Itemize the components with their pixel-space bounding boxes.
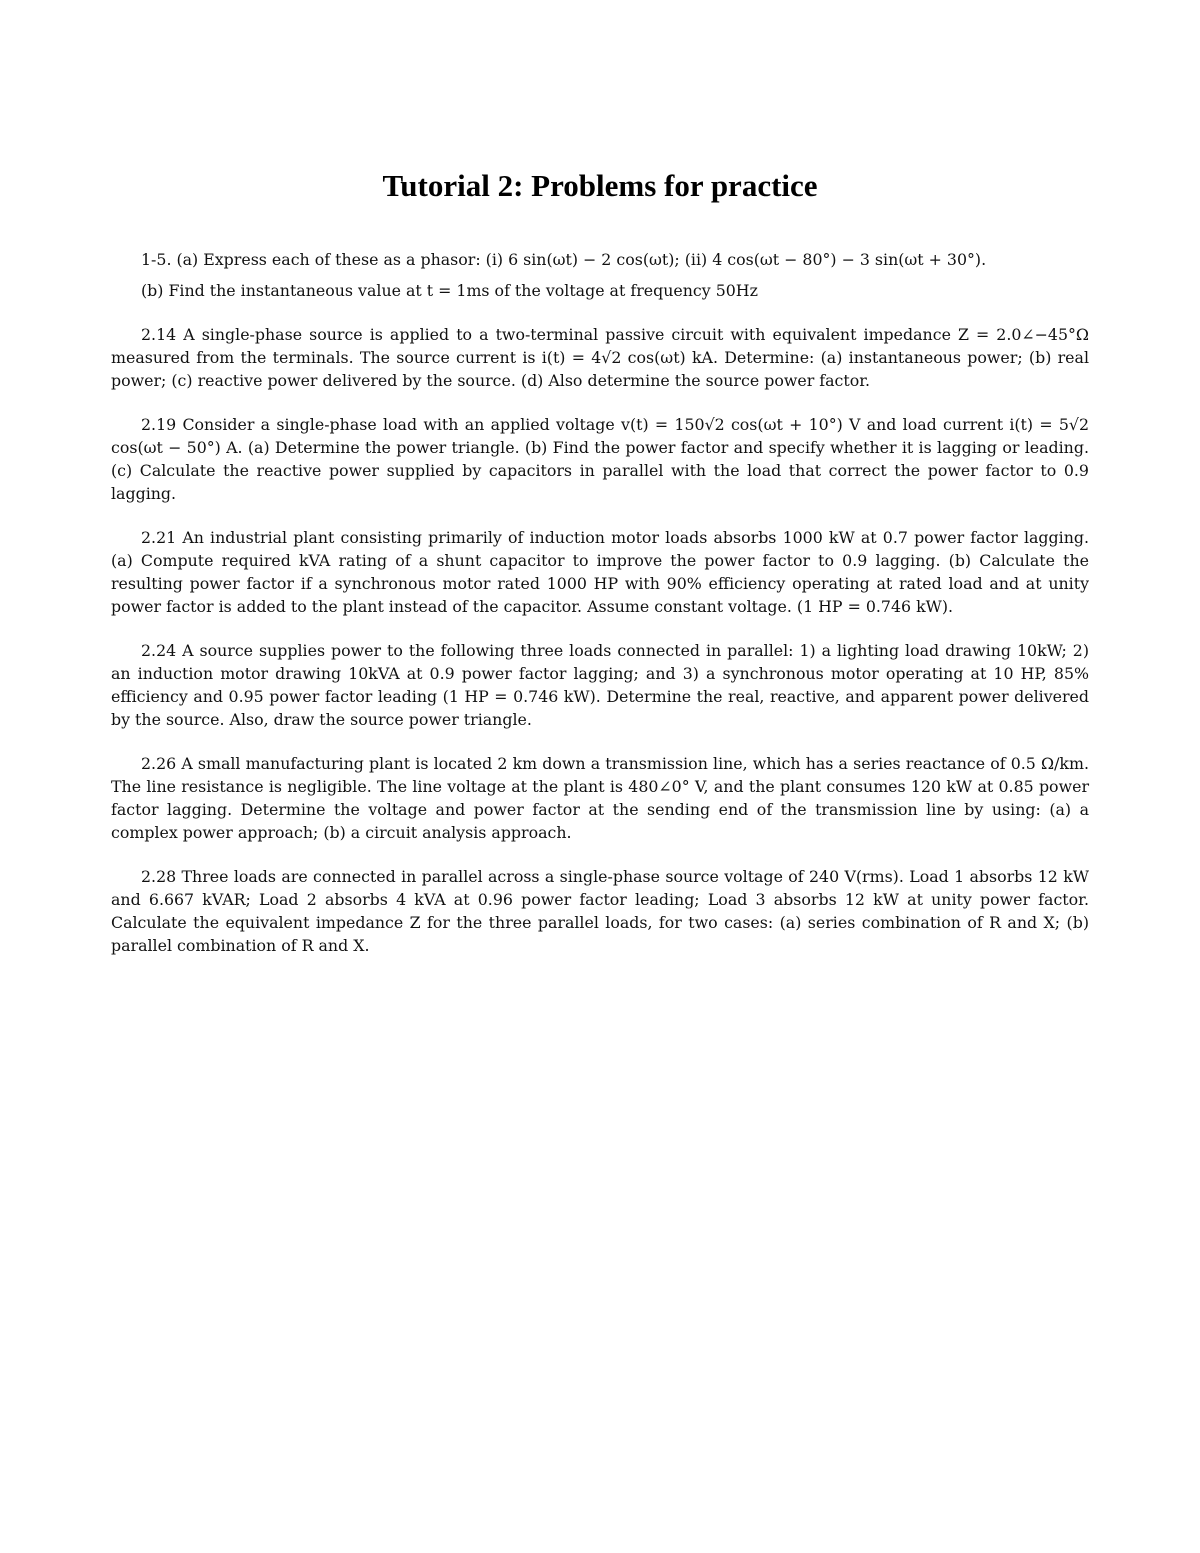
problem-2-19: 2.19 Consider a single-phase load with an applied voltage v(t) = 150√2 cos(ωt + 10°) V and load current i(t) = 5√2 cos(ωt − 50°) A. (a) Determine the power triangle. (b) Find the power factor and specify whether it is lagging or leading. (c) Calculate the reactive power supplied by capacitors in parallel with the load that correct the power factor to 0.9 lagging. xyxy=(111,415,1089,503)
page-title: Tutorial 2: Problems for practice xyxy=(382,168,818,203)
problem-2-21: 2.21 An industrial plant consisting primarily of induction motor loads absorbs 1000 kW at 0.7 power factor lagging. (a) Compute required kVA rating of a shunt capacitor to improve the power factor to 0.9 lagging. (b) Calculate the resulting power factor if a synchronous motor rated 1000 HP with 90% efficiency operating at rated load and at unity power factor is added to the plant instead of the capacitor. Assume constant voltage. (1 HP = 0.746 kW). xyxy=(111,528,1089,616)
problem-2-14: 2.14 A single-phase source is applied to a two-terminal passive circuit with equivalent impedance Z = 2.0∠−45°Ω measured from the terminals. The source current is i(t) = 4√2 cos(ωt) kA. Determine: (a) instantaneous power; (b) real power; (c) reactive power delivered by the source. (d) Also determine the source power factor. xyxy=(111,325,1089,390)
problem-1-5b: (b) Find the instantaneous value at t = 1ms of the voltage at frequency 50Hz xyxy=(141,281,758,300)
problem-2-24: 2.24 A source supplies power to the following three loads connected in parallel: 1) a lighting load drawing 10kW; 2) an induction motor drawing 10kVA at 0.9 power factor lagging; and 3) a synchronous motor operating at 10 HP, 85% efficiency and 0.95 power factor leading (1 HP = 0.746 kW). Determine the real, reactive, and apparent power delivered by the source. Also, draw the source power triangle. xyxy=(111,641,1089,729)
problem-1-5a: 1-5. (a) Express each of these as a phasor: (i) 6 sin(ωt) − 2 cos(ωt); (ii) 4 cos(ωt − 80°) − 3 sin(ωt + 30°). xyxy=(141,250,987,269)
problem-list xyxy=(111,248,1089,957)
problem-2-26: 2.26 A small manufacturing plant is located 2 km down a transmission line, which has a series reactance of 0.5 Ω/km. The line resistance is negligible. The line voltage at the plant is 480∠0° V, and the plant consumes 120 kW at 0.85 power factor lagging. Determine the voltage and power factor at the sending end of the transmission line by using: (a) a complex power approach; (b) a circuit analysis approach. xyxy=(111,754,1089,842)
problem-2-28: 2.28 Three loads are connected in parallel across a single-phase source voltage of 240 V(rms). Load 1 absorbs 12 kW and 6.667 kVAR; Load 2 absorbs 4 kVA at 0.96 power factor leading; Load 3 absorbs 12 kW at unity power factor. Calculate the equivalent impedance Z for the three parallel loads, for two cases: (a) series combination of R and X; (b) parallel combination of R and X. xyxy=(111,867,1089,955)
